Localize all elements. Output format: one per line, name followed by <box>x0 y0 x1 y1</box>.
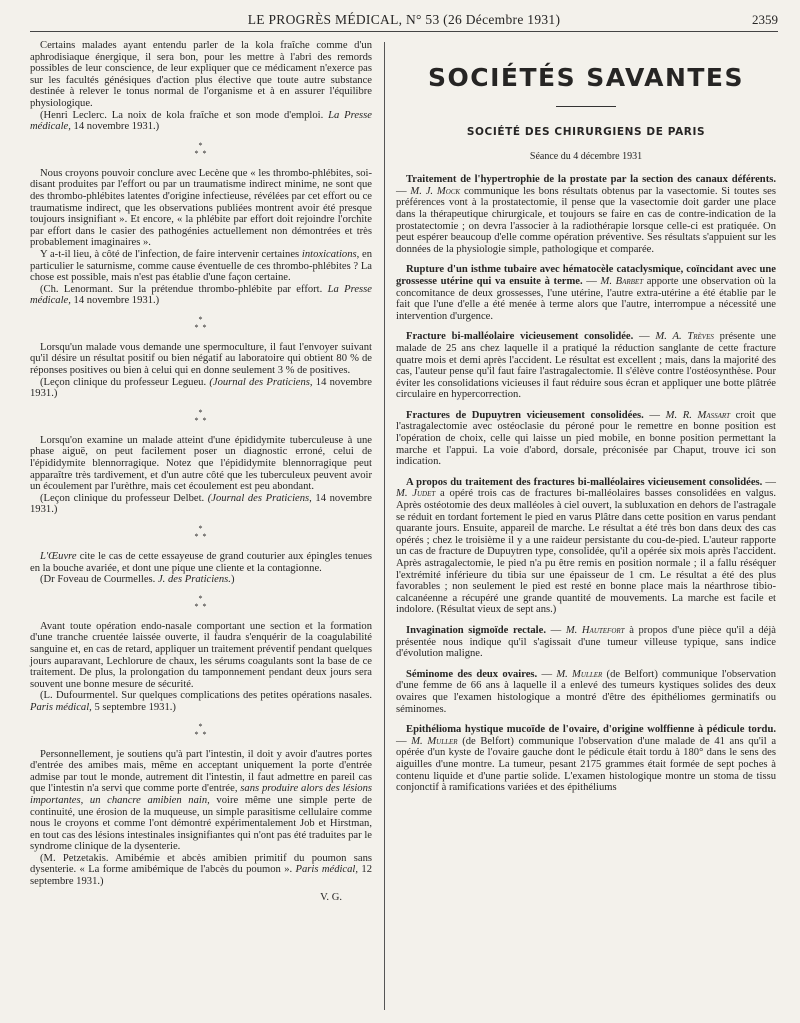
communication-body: présente une malade de 25 ans chez laquelle il a pratiqué la réduction sanglante de cette fracture quatre mois et demi après l'accident. Le résultat est excellent ; mais, dans la majorité des cas, l'auteur pense qu'il faut faire l'astragalectomie. Il s'élève contre l'ostéosynthèse. Pour éviter les consolidations vicieuses il faut réduire sous écran et appliquer une botte plâtrée circulaire en hypercorrection. <box>396 331 776 401</box>
communication <box>396 174 776 255</box>
note-text-part: cite le cas de cette essayeuse de grand couturier aux épingles tenues en la bouche avariée, et dont une pique une cliente et la contagionne. <box>30 551 372 574</box>
note-citation <box>30 574 372 586</box>
communication-text: Epithélioma hystique mucoïde de l'ovaire, d'origine wolffienne à pédicule tordu. — M. Muller (de Belfort) communique l'observation d'une malade de 41 ans qu'il a opérée d'un kyste de l'ovaire gauche dont le pédicule était tordu à 180° dans le sens des aiguilles d'une montre. La tumeur, pesant 2175 grammes était formée de sept poches à contenu liquide et d'une partie solide. L'examen histologique montre un stoma de tissu conjonctif à ramifications variées et des épithéliums <box>396 724 777 794</box>
communication-text: Fractures de Dupuytren vicieusement consolidées. — M. R. Massart croit que l'astragalectomie avec ostéoclasie du péroné pour le remettre en bonne position est l'opération de choix, celle qui laisse un pied mobile, en bonne position permettant la marche et l'appui. La voie d'abord, dorsale, préconisée par Chaput, trouve ici son indication. <box>396 409 776 468</box>
citation-source: J. des Praticiens. <box>157 574 231 586</box>
communication-text: Invagination sigmoïde rectale. — M. Hautefort à propos d'une pièce qu'il a déjà présentée nous indique qu'il s'agissait d'une tumeur villeuse typique, sans indice d'évolution maligne. <box>396 624 776 660</box>
note-text: Lorsqu'un malade vous demande une spermoculture, il faut l'envoyer suivant qu'il désire un résultat positif ou bien négatif au laboratoire qui obtient 80 % de réponses positives ou bien à celui qui en donne seulement 3 % de positives. <box>30 341 372 377</box>
citation-author: (Dr Foveau de Courmelles. <box>40 574 156 586</box>
citation-author: (Leçon clinique du professeur Delbet. <box>40 492 205 504</box>
citation-author: (L. Dufourmentel. Sur quelques complications des petites opérations nasales. <box>40 690 372 702</box>
note-citation <box>30 853 372 888</box>
note-citation <box>30 493 372 516</box>
communication-body: à propos d'une pièce qu'il a déjà présentée nous indique qu'il s'agissait d'une tumeur villeuse typique, sans indice d'évolution maligne. <box>396 624 776 660</box>
citation-source: La Presse médicale, <box>30 109 373 133</box>
note-text-part: Y a-t-il lieu, à côté de l'infection, de faire intervenir certaines <box>40 248 300 260</box>
note-text: Nous croyons pouvoir conclure avec Lecène que « les thrombo-phlébites, soi-disant produites par l'effort ou par un traumatisme indirect minime, ne sont que des thrombo-phlébites latentes d'origine infectieuse, révélées par cet effort ou ce traumatisme indirect, que les observations publiées montrent avoir été presque toujours insignifiant ». Et encore, « la phlébite par effort doit rejoindre l'orchite par effort dans le casier des pathogénies actuellement non démontrées et très probablement imaginaires ». <box>30 167 372 249</box>
asterism-divider: * * * <box>194 140 208 158</box>
communication-body: croit que l'astragalectomie avec ostéoclasie du péroné pour le remettre en bonne position est l'opération de choix, celle qui laisse un pied mobile, en bonne position permettant la marche et l'appui. La voie d'abord, dorsale, préconisée par Chaput, trouve ici son indication. <box>396 409 776 468</box>
citation-date: ) <box>230 574 235 586</box>
citation-date: 14 novembre 1931.) <box>30 376 372 400</box>
communication-title: Séminome des deux ovaires. <box>406 668 538 680</box>
communication-text: A propos du traitement des fractures bi-malléolaires vicieusement consolidées. — M. Judet a opéré trois cas de fractures bi-malléolaires basses consolidées en valgus. Après ostéotomie des deux malléoles à ciel ouvert, la subluxation en dehors de l'astragale se réduit en tordant fortement le pied en varus Plâtre dans cette position en varus pendant quarante jours. Ensuite, appareil de marche. Le résultat a été très bon dans deux des cas opérés ; chez le troisième il y a une raideur persistante du cou-de-pied. L'auteur rapporte un cas de fracture de Dupuytren type, consolidée, qu'il a opérée six mois après l'accident. Après astragalectomie, le pied n'a pu être remis en position normale ; il a fallu réséquer l'extrémité inférieure du tibia sur une épaisseur de 1 cm. Le résultat a été des plus favorables ; non seulement le pied est resté en bonne place mais la néarthrose tibio-calcanéenne a récupéré une grande quantité de mouvements. La marche est facile et indolore. (Résultat vieux de sept ans.) <box>396 476 776 616</box>
communication-author: M. R. Massart <box>665 409 731 421</box>
citation-date: 14 novembre 1931.) <box>73 295 160 307</box>
citation-source: La Presse médicale, <box>30 283 373 307</box>
communication-body: apporte une observation où la concomitance de deux grossesses, l'une utérine, l'autre extra-utérine a été établie par le fait que l'une d'elle a été menée à terme alors que l'autre, interrompue a nécessité une intervention d'urgence. <box>396 275 776 322</box>
note-text-emphasis: intoxications, <box>301 248 360 260</box>
title-rule <box>556 106 616 107</box>
citation-author: (Henri Leclerc. La noix de kola fraîche et son mode d'emploi. <box>40 109 324 121</box>
communication <box>396 669 776 715</box>
note-citation <box>30 110 372 133</box>
asterism-divider: * * * <box>194 314 208 332</box>
communication-author: M. Hautefort <box>565 624 625 636</box>
session-date: Séance du 4 décembre 1931 <box>529 150 643 162</box>
citation-source: (Journal des Praticiens, <box>209 376 313 388</box>
citation-author: (Leçon clinique du professeur Legueu. <box>40 376 207 388</box>
communication-title: Fractures de Dupuytren vicieusement consolidées. <box>406 409 644 421</box>
note-text-emphasis: L'Œuvre <box>40 551 77 562</box>
citation-date: 14 novembre 1931.) <box>30 492 372 516</box>
communication <box>396 477 776 616</box>
communication-text: Traitement de l'hypertrophie de la prostate par la section des canaux déférents. — M. J. Mock communique les bons résultats obtenus par la vasectomie. Si toutes ses préférences vont à la prostatectomie, il pense que la vasectomie doit garder une place dans la thérapeutique chirurgicale, et toujours se faire en cas de contre-indication de la prostatectomie ; on devra l'associer à la radiothérapie lorsque celle-ci est pratiquée. On peut espérer beaucoup d'elle comme opération préventive. Ses résultats s'appuient sur les données de la physiologie simple, pathologique et comparée. <box>396 174 777 255</box>
citation-author: (Ch. Lenormant. Sur la prétendue thrombo-phlébite par effort. <box>40 283 323 295</box>
left-column <box>30 40 372 903</box>
communication-title: Invagination sigmoïde rectale. <box>406 624 546 636</box>
citation-date: 14 novembre 1931.) <box>73 121 160 133</box>
note-block <box>30 749 372 888</box>
communication-author: M. Muller <box>411 735 458 747</box>
note-text: Lorsqu'on examine un malade atteint d'une épididymite tuberculeuse à une phase aiguë, on peut facilement poser un diagnostic erroné, celui de l'épididymite blennorragique. Notez que l'épididymite blennorragique peut apparaître très tardivement, et d'un autre côté que les tuberculeux peuvent avoir un écoulement par l'urèthre, mais cet écoulement est peu abondant. <box>30 434 372 493</box>
communication-title: Traitement de l'hypertrophie de la prostate par la section des canaux déférents. <box>406 174 776 186</box>
citation-date: 12 septembre 1931.) <box>30 864 372 888</box>
citation-source: Paris médical, <box>30 701 92 713</box>
communication-author: M. Muller <box>556 668 603 680</box>
communication-body: (de Belfort) communique l'observation d'une femme de 66 ans à laquelle il a enlevé des tumeurs kystiques solides des deux ovaires que l'examen histologique a montré d'être des épithéliomes germinatifs ou séminomes. <box>396 668 776 715</box>
communication <box>396 264 776 322</box>
communication-title: Fracture bi-malléolaire vicieusement consolidée. <box>406 331 634 343</box>
communication-body: a opéré trois cas de fractures bi-malléolaires basses consolidées en valgus. Après ostéotomie des deux malléoles à ciel ouvert, la subluxation en dehors de l'astragale se réduit en tordant fortement le pied en varus Plâtre dans cette position en varus pendant quarante jours. Ensuite, appareil de marche. Le résultat a été très bon dans deux des cas opérés ; chez le troisième il y a une raideur persistante du cou-de-pied. L'auteur rapporte un cas de fracture de Dupuytren type, consolidée, qu'il a opérée six mois après l'accident. Après astragalectomie, le pied n'a pu être remis en position normale ; il a fallu réséquer l'extrémité inférieure du tibia sur une épaisseur de 1 cm. Le résultat a été des plus favorables ; non seulement le pied est resté en bonne place mais la néarthrose tibio-calcanéenne a récupéré une grande quantité de mouvements. La marche est facile et indolore. (Résultat vieux de sept ans.) <box>396 488 776 616</box>
note-text-part: en particulier le saturnisme, comme cause éventuelle de ces thrombo-phlébites ? La chose est possible, mais n'est pas établie d'une façon certaine. <box>30 248 372 284</box>
communication <box>396 625 776 660</box>
communication-body: (de Belfort) communique l'observation d'une malade de 41 ans qu'il a opérée d'un kyste de l'ovaire gauche dont le pédicule était tordu à 180° dans le sens des aiguilles d'une montre. La tumeur, pesant 2175 grammes était formée de sept poches à contenu liquide et d'une partie solide. L'examen histologique montre un stoma de tissu conjonctif à ramifications variées et des épithéliums <box>396 735 777 794</box>
communication-body: communique les bons résultats obtenus par la vasectomie. Si toutes ses préférences vont à la prostatectomie, il pense que la vasectomie doit garder une place dans la thérapeutique chirurgicale, et toujours se faire en cas de contre-indication de la prostatectomie ; on devra l'associer à la radiothérapie lorsque celle-ci est pratiquée. On peut espérer beaucoup d'elle comme opération préventive. Ses résultats s'appuient sur les données de la physiologie simple, pathologique et comparée. <box>396 185 777 255</box>
note-block <box>30 342 372 400</box>
note-block <box>30 551 372 586</box>
note-text <box>30 249 372 284</box>
note-block <box>30 621 372 714</box>
communication <box>396 724 776 794</box>
citation-date: 5 septembre 1931.) <box>94 701 176 713</box>
note-citation <box>30 690 372 713</box>
note-text-part: voire même une simple perte de continuité, une érosion de la muqueuse, un simple parasitisme cellulaire comme nous le croyons et comme l'ont démontré expérimentalement Job et Hirstman, en tout cas des lésions intestinales insignifiantes qui n'ont pas été traduites par le syndrome clinique de la dysenterie. <box>30 794 372 853</box>
note-block <box>30 168 372 307</box>
journal-title: LE PROGRÈS MÉDICAL, N° 53 (26 Décembre 1931) <box>247 12 561 27</box>
asterism-divider: * * * <box>194 524 208 541</box>
communication-author: M. J. Mock <box>410 185 461 197</box>
asterism-divider: * * * <box>194 407 208 425</box>
communication-author: M. A. Trèves <box>655 331 714 343</box>
section-title: SOCIÉTÉS SAVANTES <box>427 63 745 92</box>
note-text: Avant toute opération endo-nasale comportant une section et la formation d'une tranche cruentée laissée ouverte, il faudra s'enquérir de la coagulabilité sanguine et, en cas de retard, appliquer un traitement préventif pendant quelques jours auparavant, Lechlorure de chaux, les sérums coagulants sont la base de ce traitement. De plus, la prolongation du tamponnement pendant deux jours sera souvent une bonne mesure de sécurité. <box>30 620 372 690</box>
communication-author: M. Barbet <box>600 275 644 287</box>
note-text <box>30 749 372 853</box>
communication <box>396 331 776 401</box>
note-text-part: Personnellement, je soutiens qu'à part l'intestin, il doit y avoir d'autres portes d'entrée des amibes mais, même en acceptant uniquement la porte d'entrée admise par tout le monde, autrement dit l'intestin, il faut admettre en pareil cas que l'intestin n'a servi que comme porte d'entrée, <box>30 748 372 795</box>
citation-source: Paris médical, <box>295 864 359 876</box>
note-text-emphasis: sans produire alors des lésions importantes, un chancre amibien nain, <box>30 783 372 806</box>
communication-text: Fracture bi-malléolaire vicieusement consolidée. — M. A. Trèves présente une malade de 25 ans chez laquelle il a pratiqué la réduction sanglante de cette fracture quatre mois et demi après l'accident. Le résultat est excellent ; mais, dans la majorité des cas, l'auteur pense qu'il faut faire l'astragalectomie. Il s'élève contre l'ostéosynthèse. Pour éviter les consolidations vicieuses il faut réduire sous écran et appliquer une botte plâtrée circulaire en hypercorrection. <box>396 331 776 401</box>
citation-source: (Journal des Praticiens, <box>207 492 312 504</box>
society-name: SOCIÉTÉ DES CHIRURGIENS DE PARIS <box>466 126 706 138</box>
signature: V. G. <box>320 891 342 903</box>
note-block <box>30 435 372 516</box>
communication-author: M. Judet <box>396 488 436 500</box>
note-text <box>30 551 372 574</box>
note-text: Certains malades ayant entendu parler de la kola fraîche comme d'un aphrodisiaque énergique, il sera bon, pour les mettre à l'abri des remords possibles de leur conscience, de leur expliquer que ce médicament n'exerce pas sur les facultés génésiques d'action plus élective que toute autre substance destinée à relever le tonus normal de l'organisme et à en assurer l'équilibre physiologique. <box>30 40 372 109</box>
asterism-divider: * * * <box>194 593 208 611</box>
running-header <box>30 10 778 32</box>
communication-title: Epithélioma hystique mucoïde de l'ovaire, d'origine wolffienne à pédicule tordu. <box>406 724 776 736</box>
right-column <box>396 40 776 803</box>
citation-author: (M. Petzetakis. Amibémie et abcès amibien primitif du poumon sans dysenterie. « La forme amibémique de l'abcès du poumon ». <box>30 852 372 876</box>
communication-text: Rupture d'un isthme tubaire avec hématocèle cataclysmique, coïncidant avec une grossesse utérine qui va ensuite à terme. — M. Barbet apporte une observation où la concomitance de deux grossesses, l'une utérine, l'autre extra-utérine a été établie par le fait que l'une d'elle a été menée à terme alors que l'autre, interrompue a nécessité une intervention d'urgence. <box>396 264 776 322</box>
communication-title: Rupture d'un isthme tubaire avec hématocèle cataclysmique, coïncidant avec une grossesse utérine qui va ensuite à terme. <box>396 264 776 287</box>
page-number: 2359 <box>752 12 778 27</box>
note-citation <box>30 284 372 307</box>
asterism-divider: * * * <box>194 721 208 739</box>
note-citation <box>30 377 372 400</box>
communication-text: Séminome des deux ovaires. — M. Muller (de Belfort) communique l'observation d'une femme de 66 ans à laquelle il a enlevé des tumeurs kystiques solides des deux ovaires que l'examen histologique a montré d'être des épithéliomes germinatifs ou séminomes. <box>396 668 776 715</box>
note-block <box>30 40 372 133</box>
communication-title: A propos du traitement des fractures bi-malléolaires vicieusement consolidées. <box>406 476 763 488</box>
communication <box>396 410 776 468</box>
column-divider <box>384 42 385 1010</box>
